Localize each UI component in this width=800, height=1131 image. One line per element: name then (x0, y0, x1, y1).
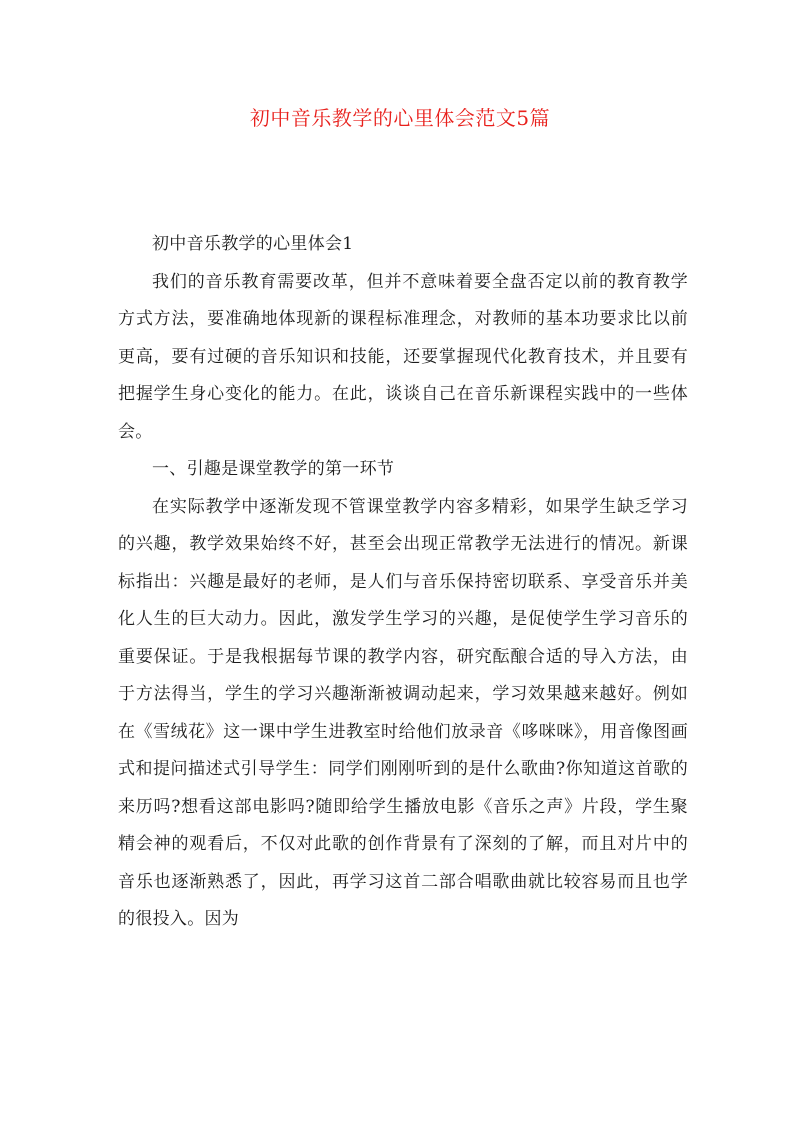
paragraph: 在实际教学中逐渐发现不管课堂教学内容多精彩，如果学生缺乏学习的兴趣，教学效果始终不好，甚至会出现正常教学无法进行的情况。新课标指出：兴趣是最好的老师，是人们与音乐保持密切联系、享受音乐并美化人生的巨大动力。因此，激发学生学习的兴趣，是促使学生学习音乐的重要保证。于是我根据每节课的教学内容，研究酝酿合适的导入方法，由于方法得当，学生的学习兴趣渐渐被调动起来，学习效果越来越好。例如在《雪绒花》这一课中学生进教室时给他们放录音《哆咪咪》，用音像图画式和提问描述式引导学生：同学们刚刚听到的是什么歌曲?你知道这首歌的来历吗?想看这部电影吗?随即给学生播放电影《音乐之声》片段，学生聚精会神的观看后，不仅对此歌的创作背景有了深刻的了解，而且对片中的音乐也逐渐熟悉了，因此，再学习这首二部合唱歌曲就比较容易而且也学的很投入。因为 (118, 496, 688, 929)
document-body (118, 226, 688, 939)
section-heading: 初中音乐教学的心里体会1 (152, 234, 354, 254)
paragraph: 我们的音乐教育需要改革，但并不意味着要全盘否定以前的教育教学方式方法，要准确地体现新的课程标准理念，对教师的基本功要求比以前更高，要有过硬的音乐知识和技能，还要掌握现代化教育技术，并且要有把握学生身心变化的能力。在此，谈谈自己在音乐新课程实践中的一些体会。 (118, 271, 688, 442)
document-title: 初中音乐教学的心里体会范文5篇 (249, 106, 551, 130)
section-heading: 一、引趣是课堂教学的第一环节 (152, 459, 395, 479)
